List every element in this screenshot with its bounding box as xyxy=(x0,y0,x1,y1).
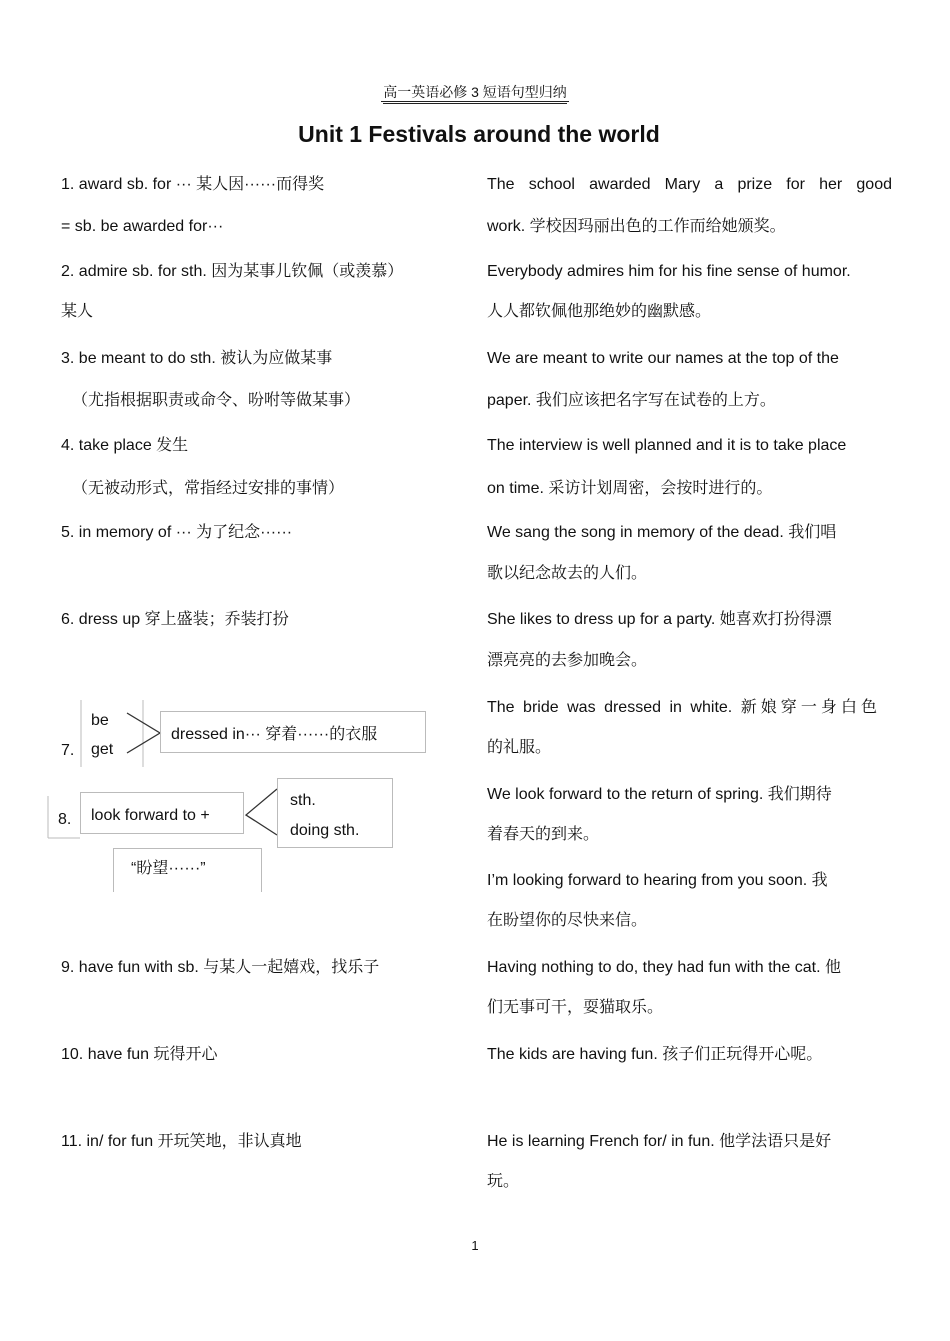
phrase-1-alt: = sb. be awarded for··· xyxy=(61,218,224,235)
phrase-3: 3. be meant to do sth. 被认为应做某事 xyxy=(61,350,333,367)
example-6: She likes to dress up for a party. 她喜欢打扮得漂 xyxy=(487,611,832,628)
phrase-11: 11. in/ for fun 开玩笑地，非认真地 xyxy=(61,1133,302,1150)
example-5-cont: 歌以纪念故去的人们。 xyxy=(487,565,648,582)
example-8a: We look forward to the return of spring. 我们期待 xyxy=(487,786,832,803)
example-11-cont: 玩。 xyxy=(487,1173,520,1190)
phrase-2-cont: 某人 xyxy=(61,303,94,320)
phrase-10: 10. have fun 玩得开心 xyxy=(61,1046,218,1063)
example-7-cont: 的礼服。 xyxy=(487,739,552,756)
phrase-8-option-sth: sth. xyxy=(290,792,316,809)
example-4: The interview is well planned and it is to take place xyxy=(487,437,847,454)
example-1-cont: work. 学校因玛丽出色的工作而给她颁奖。 xyxy=(487,218,786,235)
example-7: The bride was dressed in white. 新娘穿一身白色 xyxy=(487,699,877,716)
phrase-2: 2. admire sb. for sth. 因为某事儿钦佩（或羡慕） xyxy=(61,263,404,280)
phrase-7-text: dressed in··· 穿着······的衣服 xyxy=(171,726,378,743)
example-6-cont: 漂亮亮的去参加晚会。 xyxy=(487,652,648,669)
example-5: We sang the song in memory of the dead. 我们唱 xyxy=(487,524,837,541)
example-10: The kids are having fun. 孩子们正玩得开心呢。 xyxy=(487,1046,823,1063)
phrase-7-option-get: get xyxy=(91,741,114,758)
phrase-8-option-doing: doing sth. xyxy=(290,822,360,839)
phrase-6: 6. dress up 穿上盛装；乔装打扮 xyxy=(61,611,289,628)
phrase-8-text: look forward to + xyxy=(91,807,210,824)
page-number: 1 xyxy=(471,1238,479,1253)
example-9: Having nothing to do, they had fun with the cat. 他 xyxy=(487,959,842,976)
phrase-1: 1. award sb. for ··· 某人因······而得奖 xyxy=(61,176,325,193)
phrase-5: 5. in memory of ··· 为了纪念······ xyxy=(61,524,293,541)
phrase-8-meaning: “盼望······” xyxy=(131,860,206,877)
example-4-cont: on time. 采访计划周密，会按时进行的。 xyxy=(487,480,773,497)
example-8a-cont: 着春天的到来。 xyxy=(487,826,600,843)
phrase-8-number: 8. xyxy=(58,811,72,828)
example-3-cont: paper. 我们应该把名字写在试卷的上方。 xyxy=(487,392,776,409)
example-2: Everybody admires him for his fine sense of humor. xyxy=(487,263,851,280)
example-11: He is learning French for/ in fun. 他学法语只是好 xyxy=(487,1133,832,1150)
phrase-3-note: （尤指根据职责或命令、吩咐等做某事） xyxy=(72,392,361,409)
example-8b: I’m looking forward to hearing from you soon. 我 xyxy=(487,872,828,889)
phrase-4-note: （无被动形式，常指经过安排的事情） xyxy=(72,480,345,497)
example-8b-cont: 在盼望你的尽快来信。 xyxy=(487,912,648,929)
phrase-9: 9. have fun with sb. 与某人一起嬉戏，找乐子 xyxy=(61,959,380,976)
phrase-4: 4. take place 发生 xyxy=(61,437,189,454)
page-title: Unit 1 Festivals around the world xyxy=(298,121,660,147)
example-1: The school awarded Mary a prize for her good xyxy=(487,176,892,193)
phrase-7-number: 7. xyxy=(61,742,75,759)
example-3: We are meant to write our names at the top of the xyxy=(487,350,839,367)
example-9-cont: 们无事可干，耍猫取乐。 xyxy=(487,999,664,1016)
page-subtitle: 高一英语必修 3 短语句型归纳 xyxy=(383,84,567,100)
example-2-cont: 人人都钦佩他那绝妙的幽默感。 xyxy=(487,303,712,320)
phrase-7-option-be: be xyxy=(91,712,109,729)
